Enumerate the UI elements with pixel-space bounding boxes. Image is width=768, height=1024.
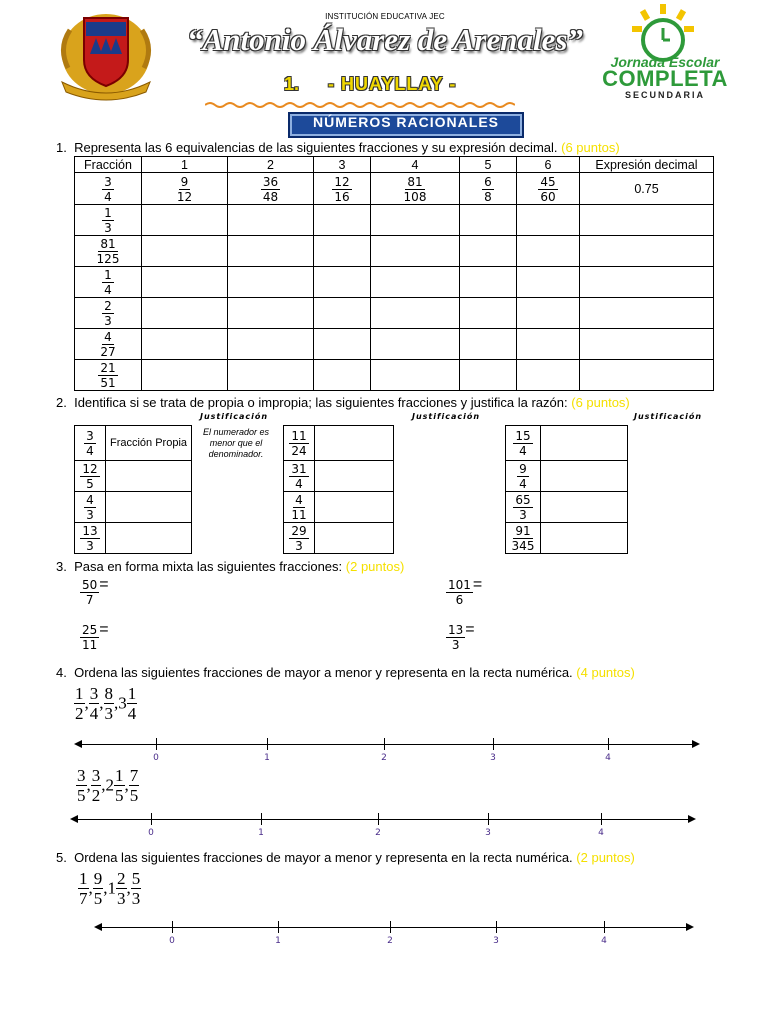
answer-cell[interactable] <box>228 236 314 267</box>
answer-cell[interactable] <box>460 205 517 236</box>
points-label: (4 puntos) <box>576 665 635 680</box>
answer-cell[interactable] <box>580 267 714 298</box>
fraction-cell: $\frac{21}{51}$ <box>75 360 142 391</box>
fraction-cell: $\frac{12}{5}$ <box>75 461 106 492</box>
answer-cell[interactable] <box>580 360 714 391</box>
mixed-item: $\frac{25}{11}$ = <box>82 621 109 652</box>
table-row <box>75 173 714 205</box>
justification-example: El numerador es menor que el denominador. <box>202 427 270 459</box>
topic-title: NÚMEROS RACIONALES <box>312 114 499 130</box>
table-row <box>506 523 628 554</box>
answer-cell[interactable] <box>541 523 628 554</box>
question-number: 5. <box>56 850 67 865</box>
logo-line-3: SECUNDARIA <box>624 90 705 100</box>
answer-cell[interactable] <box>460 329 517 360</box>
institution-label: INSTITUCIÓN EDUCATIVA JEC <box>325 12 445 21</box>
points-label: (6 puntos) <box>571 395 630 410</box>
answer-cell[interactable] <box>315 426 394 461</box>
answer-cell[interactable] <box>460 236 517 267</box>
mixed-item: $\frac{13}{3}$ = <box>448 621 475 652</box>
answer-cell[interactable] <box>580 298 714 329</box>
table-row <box>75 329 714 360</box>
justification-header-3: Justificación <box>634 412 703 421</box>
fraction-cell: $\frac{4}{27}$ <box>75 329 142 360</box>
equivalence-cell[interactable]: $\frac{9}{12}$ <box>142 173 228 205</box>
fraction-cell: $\frac{3}{4}$ <box>75 173 142 205</box>
answer-cell[interactable] <box>541 426 628 461</box>
fraction-set-2: $\frac{3}{5}$ , $\frac{3}{2}$ ,2 $\frac{1}{5}$ , $\frac{7}{5}$ <box>77 766 139 805</box>
fraction-cell: $\frac{2}{3}$ <box>75 298 142 329</box>
number-line-1: 0 1 2 3 4 <box>74 737 700 751</box>
answer-cell[interactable] <box>517 267 580 298</box>
answer-cell[interactable]: Fracción Propia <box>106 426 192 461</box>
header-cell: Fracción <box>75 157 142 173</box>
table-row <box>284 523 394 554</box>
justification-header-2: Justificación <box>412 412 481 421</box>
answer-cell[interactable] <box>142 267 228 298</box>
classification-table-3 <box>505 425 628 554</box>
place-label: - HUAYLLAY - <box>328 74 457 94</box>
fraction-cell: $\frac{91}{345}$ <box>506 523 541 554</box>
grade-number: 1. <box>284 74 300 94</box>
answer-cell[interactable] <box>228 267 314 298</box>
header-cell: 3 <box>314 157 371 173</box>
justification-header-1: Justificación <box>200 412 269 421</box>
answer-cell[interactable] <box>460 360 517 391</box>
answer-cell[interactable] <box>580 205 714 236</box>
logo-line-1: Jornada Escolar <box>610 54 720 70</box>
logo-line-2: COMPLETA <box>602 66 728 91</box>
answer-cell[interactable] <box>371 236 460 267</box>
fraction-cell: $\frac{3}{4}$ <box>75 426 106 461</box>
question-number: 3. <box>56 559 67 574</box>
answer-cell[interactable] <box>541 492 628 523</box>
equivalence-cell[interactable]: $\frac{45}{60}$ <box>517 173 580 205</box>
table-row <box>75 205 714 236</box>
fraction-cell: $\frac{4}{3}$ <box>75 492 106 523</box>
table-row <box>75 426 192 461</box>
answer-cell[interactable] <box>142 329 228 360</box>
answer-cell[interactable] <box>517 205 580 236</box>
number-line-3: 0 1 2 3 4 <box>94 920 694 934</box>
answer-cell[interactable] <box>371 329 460 360</box>
answer-cell[interactable] <box>580 329 714 360</box>
answer-cell[interactable] <box>106 461 192 492</box>
answer-cell[interactable] <box>228 360 314 391</box>
school-name-title: “Antonio Álvarez de Arenales” <box>187 22 583 57</box>
answer-cell[interactable] <box>517 329 580 360</box>
table-row <box>75 492 192 523</box>
table-row <box>75 236 714 267</box>
table-row <box>284 426 394 461</box>
table-row <box>75 360 714 391</box>
fraction-cell: $\frac{15}{4}$ <box>506 426 541 461</box>
table-row <box>75 267 714 298</box>
classification-table-2 <box>283 425 394 554</box>
table-row <box>284 492 394 523</box>
header-cell: 2 <box>228 157 314 173</box>
answer-cell[interactable] <box>314 329 371 360</box>
answer-cell[interactable] <box>371 205 460 236</box>
points-label: (2 puntos) <box>576 850 635 865</box>
answer-cell[interactable] <box>142 298 228 329</box>
answer-cell[interactable] <box>580 236 714 267</box>
table-row <box>284 461 394 492</box>
fraction-cell: $\frac{1}{3}$ <box>75 205 142 236</box>
header-cell: 4 <box>371 157 460 173</box>
points-label: (2 puntos) <box>345 559 405 574</box>
question-number: 4. <box>56 665 67 680</box>
answer-cell[interactable] <box>106 492 192 523</box>
answer-cell[interactable] <box>314 360 371 391</box>
table-row <box>506 461 628 492</box>
decimal-cell[interactable]: 0.75 <box>580 173 714 205</box>
fraction-set-3: $\frac{1}{7}$ , $\frac{9}{5}$ ,1 $\frac{2}{3}$ , $\frac{5}{3}$ <box>79 869 141 908</box>
question-text: Pasa en forma mixta las siguientes fracciones: <box>74 559 343 574</box>
answer-cell[interactable] <box>228 298 314 329</box>
table-row <box>506 426 628 461</box>
header-cell: 1 <box>142 157 228 173</box>
answer-cell[interactable] <box>228 329 314 360</box>
fraction-set-1: $\frac{1}{2}$ , $\frac{3}{4}$ , $\frac{8}{3}$ ,3 $\frac{1}{4}$ <box>75 684 137 723</box>
fraction-cell: $\frac{9}{4}$ <box>506 461 541 492</box>
answer-cell[interactable] <box>314 205 371 236</box>
answer-cell[interactable] <box>106 523 192 554</box>
question-text: Identifica si se trata de propia o impropia; las siguientes fracciones y justifica la razón: <box>74 395 568 410</box>
answer-cell[interactable] <box>460 298 517 329</box>
fraction-cell: $\frac{1}{4}$ <box>75 267 142 298</box>
header-cell: Expresión decimal <box>580 157 714 173</box>
fraction-cell: $\frac{29}{3}$ <box>284 523 315 554</box>
fraction-cell: $\frac{31}{4}$ <box>284 461 315 492</box>
question-2 <box>56 395 630 410</box>
question-number: 1. <box>56 140 67 155</box>
equivalences-table <box>74 156 714 391</box>
header-cell: 6 <box>517 157 580 173</box>
mixed-item: $\frac{50}{7}$ = <box>82 576 109 607</box>
answer-cell[interactable] <box>517 298 580 329</box>
answer-cell[interactable] <box>371 267 460 298</box>
answer-cell[interactable] <box>371 360 460 391</box>
table-row <box>75 461 192 492</box>
answer-cell[interactable] <box>315 492 394 523</box>
answer-cell[interactable] <box>142 360 228 391</box>
answer-cell[interactable] <box>315 523 394 554</box>
fraction-cell: $\frac{81}{125}$ <box>75 236 142 267</box>
school-shield-logo <box>56 8 156 106</box>
answer-cell[interactable] <box>371 298 460 329</box>
equivalence-cell[interactable]: $\frac{81}{108}$ <box>371 173 460 205</box>
answer-cell[interactable] <box>517 236 580 267</box>
answer-cell[interactable] <box>315 461 394 492</box>
table-row <box>75 298 714 329</box>
equivalence-cell[interactable]: $\frac{6}{8}$ <box>460 173 517 205</box>
question-4 <box>56 665 635 680</box>
answer-cell[interactable] <box>314 236 371 267</box>
question-1 <box>56 140 620 155</box>
equivalence-cell[interactable]: $\frac{12}{16}$ <box>314 173 371 205</box>
answer-cell[interactable] <box>142 205 228 236</box>
question-text: Representa las 6 equivalencias de las siguientes fracciones y su expresión decimal. <box>74 140 558 155</box>
table-row <box>506 492 628 523</box>
fraction-cell: $\frac{11}{24}$ <box>284 426 315 461</box>
equivalence-cell[interactable]: $\frac{36}{48}$ <box>228 173 314 205</box>
jornada-escolar-completa-logo <box>590 4 740 104</box>
number-line-2: 0 1 2 3 4 <box>70 812 696 826</box>
question-3 <box>56 559 404 574</box>
header-cell: 5 <box>460 157 517 173</box>
fraction-cell: $\frac{65}{3}$ <box>506 492 541 523</box>
question-text: Ordena las siguientes fracciones de mayor a menor y representa en la recta numérica. <box>74 850 573 865</box>
answer-cell[interactable] <box>541 461 628 492</box>
answer-cell[interactable] <box>228 205 314 236</box>
table-header-row <box>75 157 714 173</box>
fraction-cell: $\frac{13}{3}$ <box>75 523 106 554</box>
answer-cell[interactable] <box>314 267 371 298</box>
answer-cell[interactable] <box>142 236 228 267</box>
question-number: 2. <box>56 395 67 410</box>
classification-table-1 <box>74 425 192 554</box>
table-row <box>75 523 192 554</box>
fraction-cell: $\frac{4}{11}$ <box>284 492 315 523</box>
answer-cell[interactable] <box>460 267 517 298</box>
answer-cell[interactable] <box>517 360 580 391</box>
question-text: Ordena las siguientes fracciones de mayor a menor y representa en la recta numérica. <box>74 665 573 680</box>
answer-cell[interactable] <box>314 298 371 329</box>
mixed-item: $\frac{101}{6}$ = <box>448 576 483 607</box>
points-label: (6 puntos) <box>561 140 620 155</box>
question-5 <box>56 850 635 865</box>
